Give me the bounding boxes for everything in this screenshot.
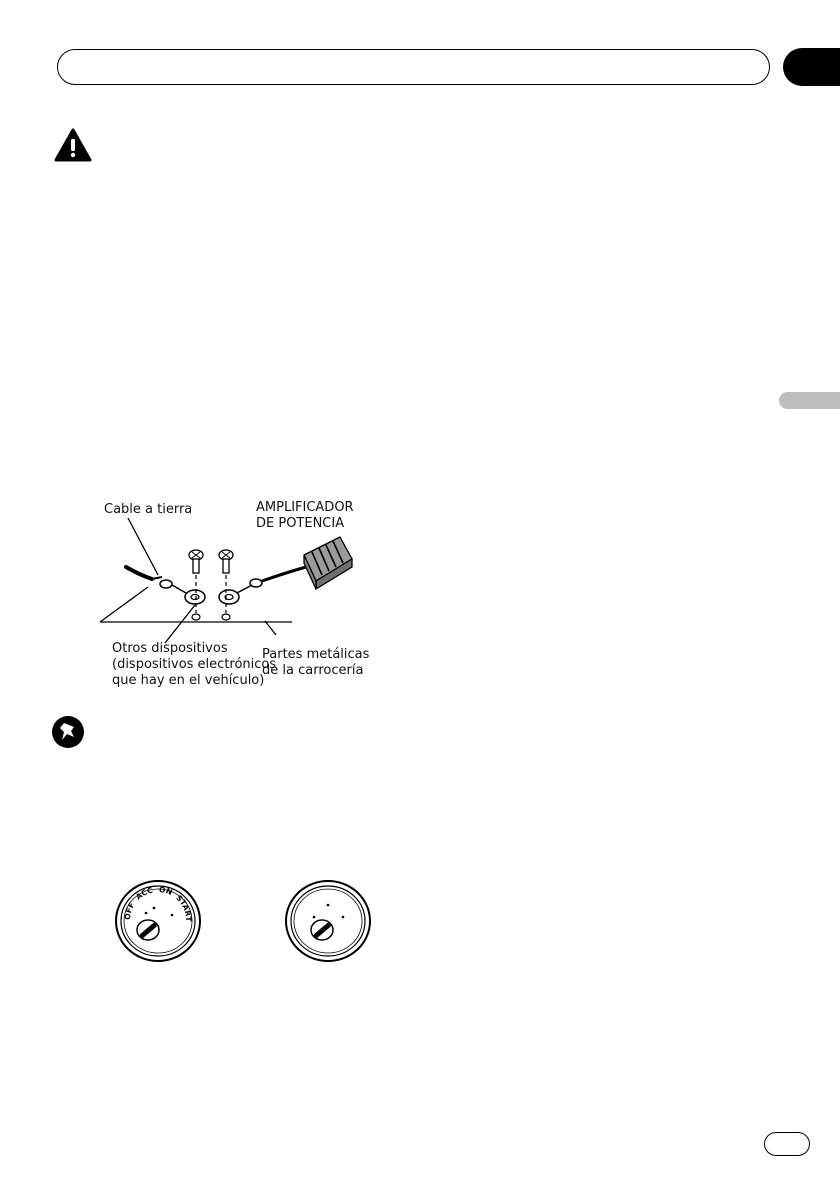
metal-parts-label: Partes metálicas de la carrocería: [262, 647, 370, 678]
ign-label-acc: ACC: [133, 885, 154, 902]
ignition-switch-with-acc: [108, 875, 208, 969]
ign-label-on: ON: [158, 884, 174, 897]
ign-label-start: START: [174, 893, 194, 922]
cable-label: Cable a tierra: [104, 502, 193, 517]
important-icon: [50, 714, 86, 754]
header-bar: [57, 49, 770, 85]
page-number-box: [764, 1132, 810, 1156]
chapter-tab: [783, 48, 840, 86]
devices-label: Otros dispositivos (dispositivos electrónicos que hay en el vehículo): [112, 641, 277, 688]
ignition-switch-without-acc: [278, 875, 378, 969]
section-tab: [779, 392, 840, 409]
amplifier-label: AMPLIFICADOR DE POTENCIA: [256, 500, 354, 531]
ign-label-off: OFF: [122, 900, 137, 921]
warning-icon: [54, 128, 92, 166]
